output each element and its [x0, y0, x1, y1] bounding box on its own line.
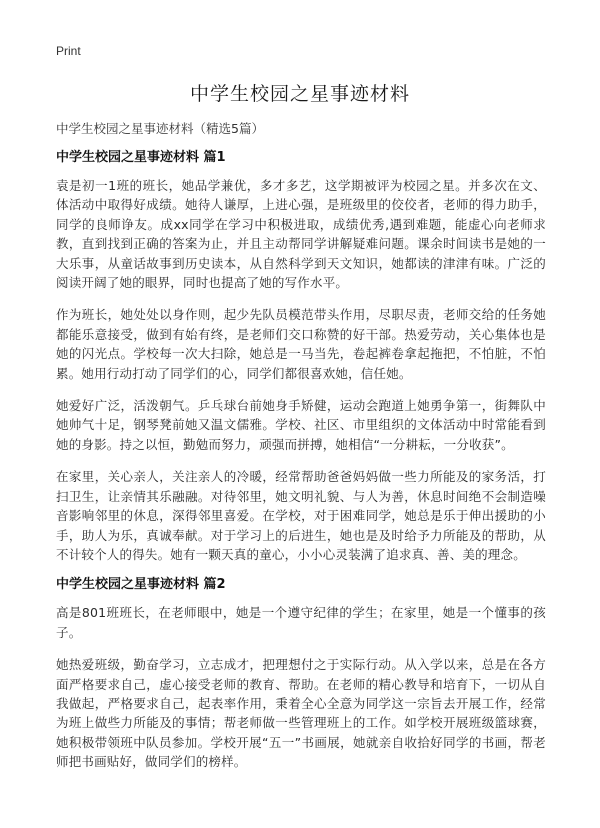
paragraph: 袁是初一1班的班长，她品学兼优，多才多艺，这学期被评为校园之星。并多次在文、体活动中取得好成绩。她待人谦厚，上进心强，是班级里的佼佼者，老师的得力助手，同学的良师诤友。成xx同学在学习中积极进取，成绩优秀,遇到难题，能虚心向老师求教，直到找到正确的答案为止，并且主动帮同学讲解疑难问题。课余时间读书是她的一大乐事，从童话故事到历史读本，从自然科学到天文知识，她都读的津津有味。广泛的阅读开阔了她的眼界，同时也提高了她的写作水平。: [56, 178, 546, 291]
print-link[interactable]: Print: [56, 44, 81, 58]
paragraph: 在家里，关心亲人，关注亲人的冷暖，经常帮助爸爸妈妈做一些力所能及的家务活，打扫卫生，让亲情其乐融融。对待邻里，她文明礼貌、与人为善，休息时间绝不会制造噪音影响邻里的休息，深得邻里喜爱。在学校，对于困难同学，她总是乐于伸出援助的小手，助人为乐，真诚奉献。对于学习上的后进生，她也是及时给予力所能及的帮助，从不计较个人的得失。她有一颗天真的童心，小小心灵装满了追求真、善、美的理念。: [56, 469, 546, 562]
paragraph: 作为班长，她处处以身作则，起少先队员模范带头作用，尽职尽责，老师交给的任务她都能乐意接受，做到有始有终，是老师们交口称赞的好干部。热爱劳动，关心集体也是她的闪光点。学校每一次大扫除，她总是一马当先，卷起裤卷拿起拖把，不怕脏，不怕累。她用行动打动了同学们的心，同学们都很喜欢她，信任她。: [56, 307, 546, 381]
section-heading: 中学生校园之星事迹材料 篇2: [56, 577, 226, 593]
paragraph: 她爱好广泛，活泼朝气。乒乓球台前她身手矫健，运动会跑道上她勇争第一，街舞队中她帅气十足，钢琴凳前她又温文儒雅。学校、社区、市里组织的文体活动中时常能看到她的身影。持之以恒，勤勉而努力，顽强而拼搏，她相信“一分耕耘，一分收获”。: [56, 398, 546, 452]
page-subtitle: 中学生校园之星事迹材料（精选5篇）: [56, 121, 264, 136]
page-title: 中学生校园之星事迹材料: [189, 83, 410, 105]
paragraph: 她热爱班级，勤奋学习，立志成才，把理想付之于实际行动。从入学以来，总是在各方面严格要求自己，虚心接受老师的教育、帮助。在老师的精心教导和培育下，一切从自我做起，严格要求自己，起表率作用，秉着全心全意为同学这一宗旨去开展工作，经常为班上做些力所能及的事情；帮老师做一些管理班上的工作。如学校开展班级篮球赛，她积极带领班中队员参加。学校开展“五一”书画展，她就亲自收拾好同学的书画，帮老师把书画贴好，做同学们的榜样。: [56, 657, 546, 770]
paragraph: 高是801班班长，在老师眼中，她是一个遵守纪律的学生；在家里，她是一个懂事的孩子。: [56, 605, 546, 640]
article-body: [56, 150, 546, 785]
section-heading: 中学生校园之星事迹材料 篇1: [56, 150, 226, 165]
